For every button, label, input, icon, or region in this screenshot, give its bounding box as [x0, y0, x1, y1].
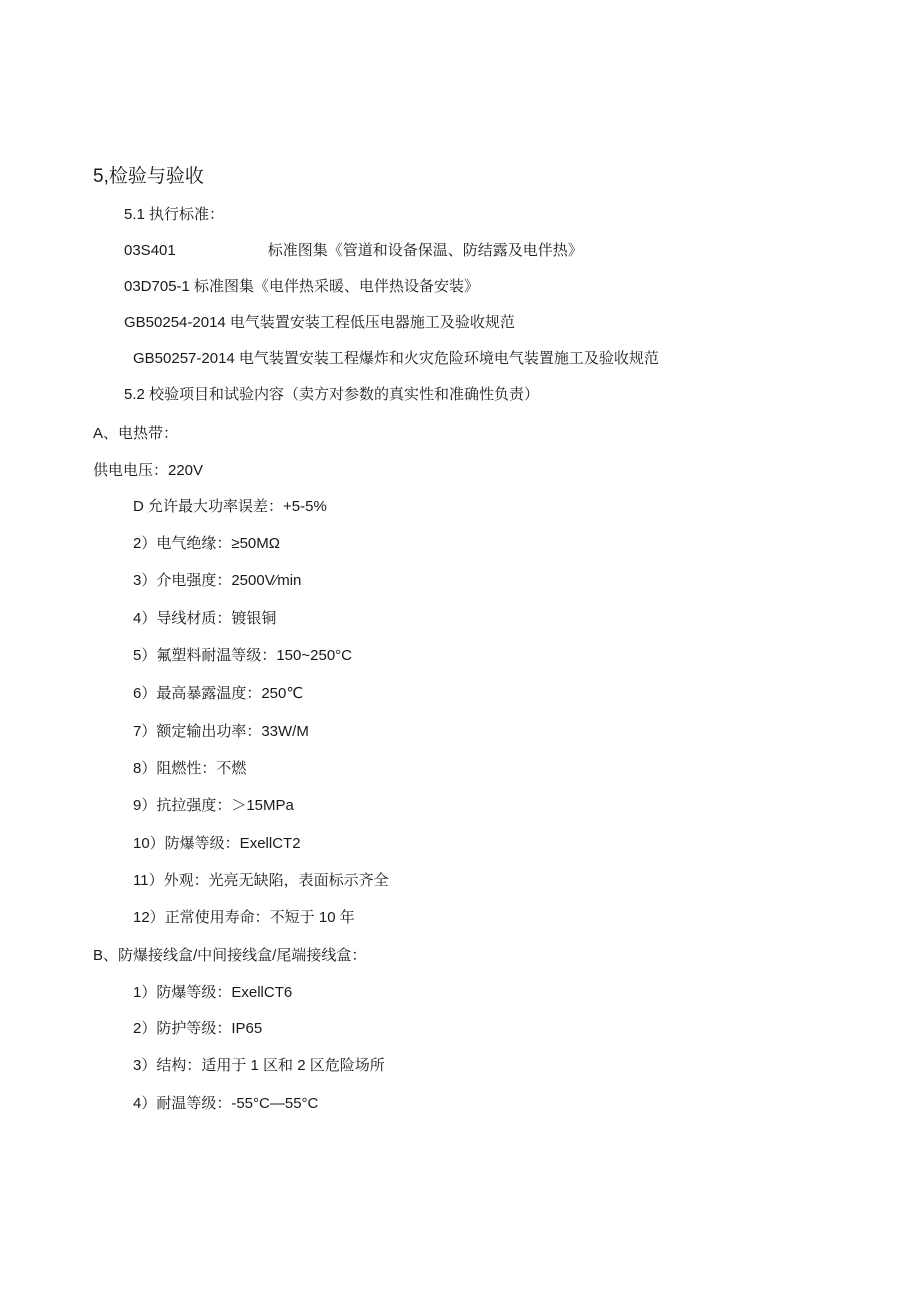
spec-item: 4）导线材质：镀银铜: [133, 610, 277, 627]
section-title: 5,检验与验收: [93, 166, 204, 187]
standard-row-1: [124, 241, 583, 261]
spec-item: 8）阻燃性：不燃: [133, 760, 247, 777]
spec-item: 10）防爆等级：ExellCT2: [133, 835, 301, 852]
spec-item: 3）介电强度：2500V∕min: [133, 572, 302, 589]
supply-voltage: 供电电压：220V: [93, 462, 204, 479]
standard-code: 03S401: [124, 242, 176, 259]
spec-item: 2）电气绝缘：≥50MΩ: [133, 535, 280, 552]
spec-item: 6）最高暴露温度：250℃: [133, 685, 304, 702]
spec-item: 12）正常使用寿命：不短于 10 年: [133, 909, 355, 926]
standard-row-4: GB50257-2014 电气装置安装工程爆炸和火灾危险环境电气装置施工及验收规范: [133, 350, 659, 367]
spec-item: D 允许最大功率误差：+5-5%: [133, 498, 327, 515]
box-spec-item: 1）防爆等级：ExellCT6: [133, 984, 293, 1001]
box-spec-item: 3）结构：适用于 1 区和 2 区危险场所: [133, 1057, 385, 1074]
part-a-title: A、电热带：: [93, 425, 179, 442]
box-spec-item: 4）耐温等级：-55°C—55°C: [133, 1095, 319, 1112]
spec-item: 9）抗拉强度：＞15MPa: [133, 797, 294, 814]
s52-heading: 5.2 校验项目和试验内容（卖方对参数的真实性和准确性负责）: [124, 386, 540, 403]
spec-item: 11）外观：光亮无缺陷，表面标示齐全: [133, 872, 389, 889]
standard-title: 标准图集《管道和设备保温、防结露及电伴热》: [267, 242, 583, 259]
part-b-title: B、防爆接线盒/中间接线盒/尾端接线盒：: [93, 947, 367, 964]
spec-item: 5）氟塑料耐温等级：150~250°C: [133, 647, 352, 664]
box-spec-item: 2）防护等级：IP65: [133, 1020, 263, 1037]
spec-item: 7）额定输出功率：33W/M: [133, 723, 309, 740]
s51-heading: 5.1 执行标准：: [124, 206, 225, 223]
standard-row-2: 03D705-1 标准图集《电伴热采暖、电伴热设备安装》: [124, 278, 480, 295]
standard-row-3: GB50254-2014 电气装置安装工程低压电器施工及验收规范: [124, 314, 515, 331]
